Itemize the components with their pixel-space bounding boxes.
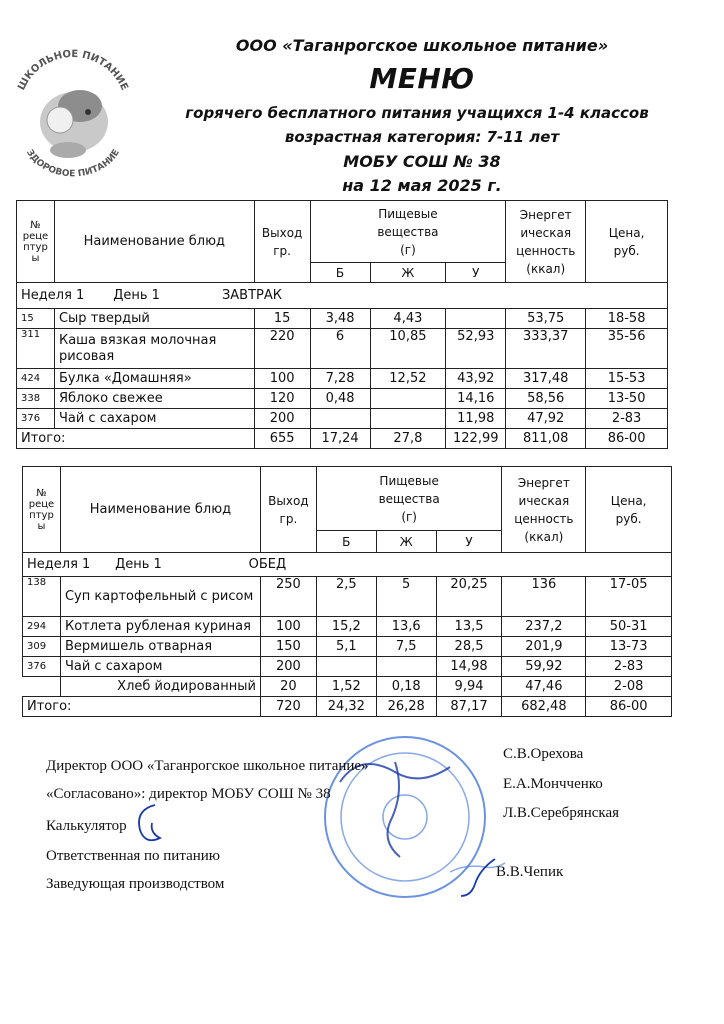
organization-name: ООО «Таганрогское школьное питание» bbox=[235, 36, 609, 55]
header-nutrients: Пищевые вещества (г) bbox=[310, 201, 506, 263]
header-price: Цена, руб. bbox=[586, 201, 668, 283]
header-output: Выход гр. bbox=[260, 467, 316, 553]
header-energy: Энергет ическая ценность (ккал) bbox=[506, 201, 586, 283]
header-fats: Ж bbox=[376, 531, 436, 553]
agreed-name: Е.А.Мончченко bbox=[503, 776, 603, 792]
table-row: 138 Суп картофельный с рисом 250 2,5 5 20,25 136 17-05 bbox=[23, 577, 672, 617]
table-header-row bbox=[17, 201, 668, 263]
lunch-table bbox=[22, 466, 672, 717]
table-row: 15 Сыр твердый 15 3,48 4,43 53,75 18-58 bbox=[17, 309, 668, 329]
calculator-name: Л.В.Серебрянская bbox=[503, 805, 620, 821]
header-fats: Ж bbox=[370, 263, 446, 283]
responsible-label: Ответственная по питанию bbox=[46, 848, 220, 864]
director-label: Директор ООО «Таганрогское школьное питание» bbox=[46, 758, 369, 774]
header-nutrients: Пищевые вещества (г) bbox=[316, 467, 502, 531]
table-row: 311 Каша вязкая молочная рисовая 220 6 10,85 52,93 333,37 35-56 bbox=[17, 329, 668, 369]
total-row: Итого: 720 24,32 26,28 87,17 682,48 86-00 bbox=[23, 697, 672, 717]
section-row-lunch: Неделя 1 День 1 ОБЕД bbox=[23, 553, 672, 577]
school-food-logo bbox=[8, 40, 138, 180]
production-head-label: Заведующая производством bbox=[46, 876, 225, 892]
school-name: МОБУ СОШ № 38 bbox=[343, 152, 501, 171]
table-row: 338 Яблоко свежее 120 0,48 14,16 58,56 13-50 bbox=[17, 389, 668, 409]
calculator-signature bbox=[130, 800, 170, 850]
breakfast-table bbox=[16, 200, 668, 449]
header-carbs: У bbox=[446, 263, 506, 283]
menu-date: на 12 мая 2025 г. bbox=[342, 176, 502, 195]
production-head-name: В.В.Чепик bbox=[496, 864, 564, 880]
table-header-row bbox=[23, 467, 672, 531]
menu-title: МЕНЮ bbox=[369, 62, 475, 95]
total-row: Итого: 655 17,24 27,8 122,99 811,08 86-00 bbox=[17, 429, 668, 449]
header-proteins: Б bbox=[310, 263, 370, 283]
table-row: Хлеб йодированный 20 1,52 0,18 9,94 47,46 2-08 bbox=[23, 677, 672, 697]
header-recipe-no: № реце птур ы bbox=[17, 201, 55, 283]
header-output: Выход гр. bbox=[254, 201, 310, 283]
table-row: 309 Вермишель отварная 150 5,1 7,5 28,5 201,9 13-73 bbox=[23, 637, 672, 657]
table-row: 294 Котлета рубленая куриная 100 15,2 13,6 13,5 237,2 50-31 bbox=[23, 617, 672, 637]
header-dish-name: Наименование блюд bbox=[60, 467, 260, 553]
table-row: 376 Чай с сахаром 200 14,98 59,92 2-83 bbox=[23, 657, 672, 677]
header-dish-name: Наименование блюд bbox=[54, 201, 254, 283]
meal-label: ОБЕД bbox=[248, 557, 287, 572]
director-name: С.В.Орехова bbox=[503, 746, 584, 762]
header-proteins: Б bbox=[316, 531, 376, 553]
agreed-label: «Согласовано»: директор МОБУ СОШ № 38 bbox=[46, 786, 331, 802]
header-recipe-no: № реце птур ы bbox=[23, 467, 61, 553]
menu-subtitle: горячего бесплатного питания учащихся 1-4 классов bbox=[185, 104, 649, 122]
table-row: 376 Чай с сахаром 200 11,98 47,92 2-83 bbox=[17, 409, 668, 429]
age-category: возрастная категория: 7-11 лет bbox=[284, 128, 560, 146]
header-energy: Энергет ическая ценность (ккал) bbox=[502, 467, 586, 553]
meal-label: ЗАВТРАК bbox=[221, 288, 283, 303]
header-carbs: У bbox=[436, 531, 502, 553]
svg-text:ШКОЛЬНОЕ ПИТАНИЕ bbox=[16, 49, 130, 92]
logo-top-text: ШКОЛЬНОЕ ПИТАНИЕ bbox=[16, 48, 130, 93]
logo-bottom-text: ЗДОРОВОЕ ПИТАНИЕ bbox=[24, 147, 122, 180]
table-row: 424 Булка «Домашняя» 100 7,28 12,52 43,92 317,48 15-53 bbox=[17, 369, 668, 389]
section-row-breakfast: Неделя 1 День 1 ЗАВТРАК bbox=[17, 283, 668, 309]
header-price: Цена, руб. bbox=[586, 467, 672, 553]
calculator-label: Калькулятор bbox=[46, 818, 127, 834]
